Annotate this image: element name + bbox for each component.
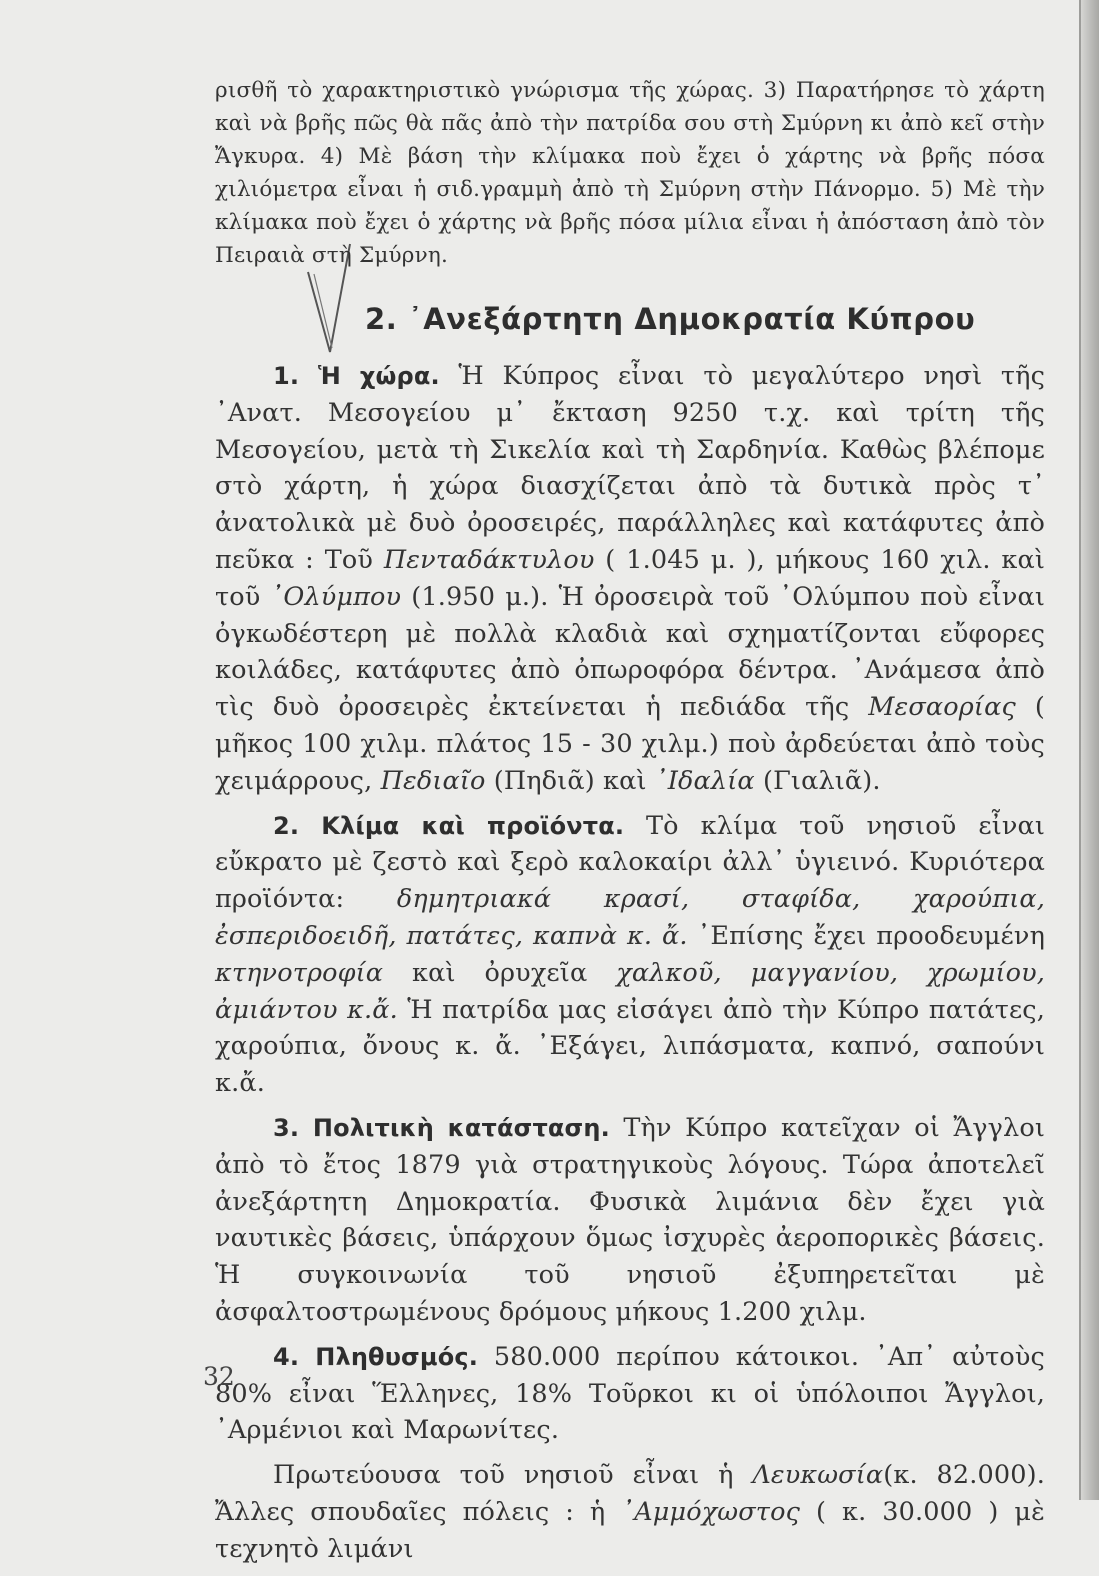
italic-term: Μεσαορίας	[868, 692, 1016, 723]
section-text: (Πηδιᾶ) καὶ	[485, 765, 655, 796]
italic-term: Λευκωσία	[752, 1460, 884, 1491]
section-text: (Γιαλιᾶ).	[754, 765, 881, 796]
section-text: ᾿Επίσης ἔχει προοδευμένη	[687, 920, 1045, 951]
section-text: Πρωτεύουσα τοῦ νησιοῦ εἶναι ἡ	[273, 1460, 753, 1491]
section-text: ( μῆκος 100 χιλμ. πλάτος 15 - 30 χιλμ.) ποὺ ἀρδεύεται ἀπὸ τοὺς χειμάρρους,	[215, 692, 1045, 796]
intro-exercises: ρισθῆ τὸ χαρακτηριστικὸ γνώρισμα τῆς χώρας. 3) Παρατήρησε τὸ χάρτη καὶ νὰ βρῆς πῶς θὰ πᾶς ἀπὸ τὴν πατρίδα σου στὴ Σμύρνη κι ἀπὸ κεῖ στὴν Ἄγκυρα. 4) Μὲ βάση τὴν κλίμακα ποὺ ἔχει ὁ χάρτης νὰ βρῆς πόσα χιλιόμετρα εἶναι ἡ σιδ.γραμμὴ ἀπὸ τὴ Σμύρνη στὴν Πάνορμο. 5) Μὲ τὴν κλίμακα ποὺ ἔχει ὁ χάρτης νὰ βρῆς πόσα μίλια εἶναι ἡ ἀπόσταση ἀπὸ τὸν Πειραιὰ στὴ Σμύρνη.	[215, 78, 1045, 268]
italic-term: δημητριακά κρασί, σταφίδα, χαρούπια, ἐσπεριδοειδῆ, πατάτες, καπνὰ κ. ἄ.	[215, 884, 1045, 951]
section-text: ( 1.045 μ. ), μήκους 160 χιλ. καὶ τοῦ	[215, 544, 1045, 612]
section-political-status	[215, 1110, 1045, 1331]
section-cities	[215, 1457, 1045, 1567]
section-title: 3. Πολιτικὴ κατάσταση.	[273, 1113, 610, 1142]
italic-term: κτηνοτροφία	[215, 957, 384, 988]
section-climate-products	[215, 808, 1045, 1102]
section-text: ( κ. 30.000 ) μὲ τεχνητὸ λιμάνι	[215, 1496, 1045, 1564]
section-country	[215, 358, 1045, 800]
section-title: 1. Ἡ χώρα.	[273, 362, 440, 390]
section-title: 2. Κλίμα καὶ προϊόντα.	[273, 811, 625, 840]
chapter-title: 2. ᾿Ανεξάρτητη Δημοκρατία Κύπρου	[365, 302, 976, 336]
italic-term: Πενταδάκτυλου	[383, 544, 595, 575]
section-title: 4. Πληθυσμός.	[273, 1342, 478, 1371]
page-text	[215, 74, 1045, 1576]
italic-term: ᾿Ολύμπου	[270, 581, 402, 612]
section-text: (κ. 82.000). Ἄλλες σπουδαῖες πόλεις : ἡ	[215, 1460, 1045, 1527]
page-edge	[1081, 0, 1099, 1500]
italic-term: ᾿Αμμόχωστος	[621, 1496, 801, 1527]
section-population	[215, 1339, 1045, 1449]
section-text: Ἡ Κύπρος εἶναι τὸ μεγαλύτερο νησὶ τῆς ᾿Ανατ. Μεσογείου μ᾿ ἔκταση 9250 τ.χ. καὶ τρίτη τῆς Μεσογείου, μετὰ τὴ Σικελία καὶ τὴ Σαρδηνία. Καθὼς βλέπομε στὸ χάρτη, ἡ χώρα διασχίζεται ἀπὸ τὰ δυτικὰ πρὸς τ᾿ ἀνατολικὰ μὲ δυὸ ὀροσειρές, παράλληλες καὶ κατάφυτες ἀπὸ πεῦκα : Τοῦ	[215, 361, 1045, 575]
section-text: 580.000 περίπου κάτοικοι. ᾿Απ᾿ αὐτοὺς 80% εἶναι Ἕλληνες, 18% Τοῦρκοι κι οἱ ὑπόλοιποι Ἄγγλοι, ᾿Αρμένιοι καὶ Μαρωνίτες.	[215, 1341, 1045, 1446]
section-text: Τὸ κλίμα τοῦ νησιοῦ εἶναι εὔκρατο μὲ ζεστὸ καὶ ξερὸ καλοκαίρι ἀλλ᾿ ὑγιεινό. Κυριότερα προϊόντα:	[215, 810, 1046, 915]
italic-term: χαλκοῦ, μαγγανίου, χρωμίου, ἀμιάντου κ.ἄ.	[215, 957, 1045, 1025]
section-text: Τὴν Κύπρο κατεῖχαν οἱ Ἄγγλοι ἀπὸ τὸ ἔτος 1879 γιὰ στρατηγικοὺς λόγους. Τώρα ἀποτελεῖ ἀνεξάρτητη Δημοκρατία. Φυσικὰ λιμάνια δὲν ἔχει γιὰ ναυτικὲς βάσεις, ὑπάρχουν ὅμως ἰσχυρὲς ἀεροπορικὲς βάσεις. Ἡ συγκοινωνία τοῦ νησιοῦ ἐξυπηρετεῖται μὲ ἀσφαλτοστρωμένους δρόμους μήκους 1.200 χιλμ.	[215, 1112, 1045, 1327]
section-text: καὶ ὀρυχεῖα	[383, 957, 617, 988]
italic-term: Πεδιαῖο	[380, 765, 486, 796]
page-number: 32	[203, 1362, 235, 1391]
section-text: (1.950 μ.). Ἡ ὀροσειρὰ τοῦ ᾿Ολύμπου ποὺ εἶναι ὀγκωδέστερη μὲ πολλὰ κλαδιὰ καὶ σχηματίζονται εὔφορες κοιλάδες, κατάφυτες ἀπὸ ὀπωροφόρα δέντρα. ᾿Ανάμεσα ἀπὸ τὶς δυὸ ὀροσειρὲς ἐκτείνεται ἡ πεδιάδα τῆς	[215, 581, 1045, 723]
section-text: Ἡ πατρίδα μας εἰσάγει ἀπὸ τὴν Κύπρο πατάτες, χαρούπια, ὄνους κ. ἄ. ᾿Εξάγει, λιπάσματα, καπνό, σαπούνι κ.ἄ.	[215, 994, 1045, 1099]
italic-term: ᾿Ιδαλία	[654, 765, 755, 796]
